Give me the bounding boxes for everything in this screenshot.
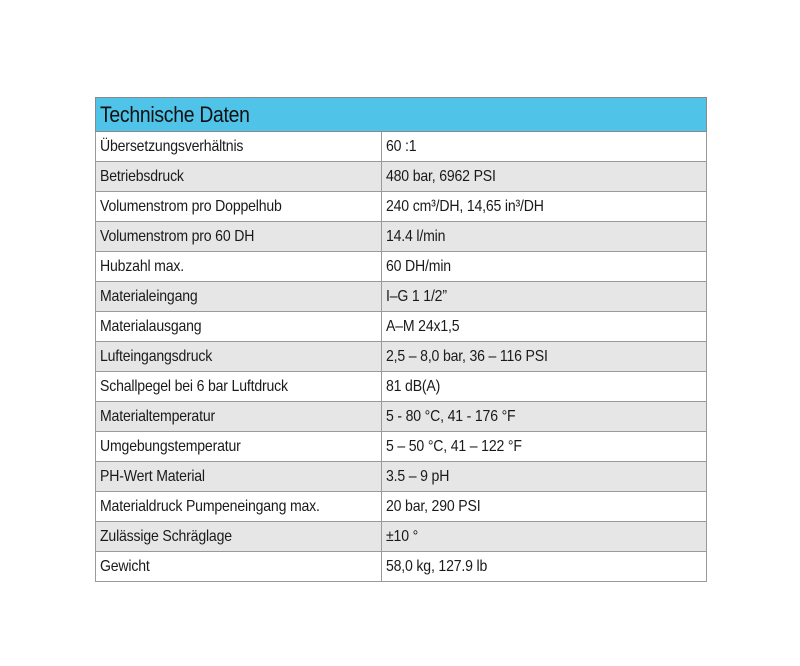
- spec-label: Umgebungstemperatur: [100, 437, 241, 455]
- spec-label: PH-Wert Material: [100, 467, 205, 485]
- spec-label: Hubzahl max.: [100, 257, 184, 275]
- table-row: [96, 552, 707, 582]
- spec-label-cell: [96, 132, 382, 162]
- spec-value-cell: [382, 312, 707, 342]
- table-row: [96, 372, 707, 402]
- table-title-text: Technische Daten: [100, 101, 250, 127]
- spec-value-cell: [382, 342, 707, 372]
- spec-label-cell: [96, 522, 382, 552]
- spec-label-cell: [96, 252, 382, 282]
- spec-value-cell: [382, 492, 707, 522]
- table-header-row: [96, 98, 707, 132]
- spec-label: Materialausgang: [100, 317, 202, 335]
- spec-value: 60 :1: [386, 137, 417, 155]
- table-row: [96, 312, 707, 342]
- spec-value: 5 - 80 °C, 41 - 176 °F: [386, 407, 516, 425]
- table-row: [96, 192, 707, 222]
- spec-label: Gewicht: [100, 557, 150, 575]
- spec-value-cell: [382, 552, 707, 582]
- table-row: [96, 132, 707, 162]
- spec-label-cell: [96, 552, 382, 582]
- spec-value-cell: [382, 162, 707, 192]
- spec-value-cell: [382, 432, 707, 462]
- spec-value: 60 DH/min: [386, 257, 451, 275]
- spec-label-cell: [96, 432, 382, 462]
- spec-label-cell: [96, 492, 382, 522]
- table-row: [96, 432, 707, 462]
- spec-label: Volumenstrom pro 60 DH: [100, 227, 255, 245]
- spec-value: A–M 24x1,5: [386, 317, 460, 335]
- spec-value: 58,0 kg, 127.9 lb: [386, 557, 488, 575]
- table-title: [96, 98, 707, 132]
- technical-data-table: [95, 97, 707, 582]
- spec-label-cell: [96, 462, 382, 492]
- spec-value-cell: [382, 132, 707, 162]
- table-row: [96, 162, 707, 192]
- spec-label: Volumenstrom pro Doppelhub: [100, 197, 282, 215]
- spec-label-cell: [96, 402, 382, 432]
- table-row: [96, 462, 707, 492]
- spec-value: I–G 1 1/2”: [386, 287, 447, 305]
- spec-value: 240 cm³/DH, 14,65 in³/DH: [386, 197, 544, 215]
- spec-label-cell: [96, 342, 382, 372]
- spec-value: 3.5 – 9 pH: [386, 467, 450, 485]
- spec-label-cell: [96, 282, 382, 312]
- spec-label-cell: [96, 372, 382, 402]
- spec-value-cell: [382, 222, 707, 252]
- spec-value: 81 dB(A): [386, 377, 441, 395]
- table-row: [96, 402, 707, 432]
- spec-label-cell: [96, 222, 382, 252]
- table-row: [96, 252, 707, 282]
- spec-label-cell: [96, 192, 382, 222]
- spec-label: Schallpegel bei 6 bar Luftdruck: [100, 377, 288, 395]
- spec-value: ±10 °: [386, 527, 419, 545]
- spec-value-cell: [382, 192, 707, 222]
- spec-value-cell: [382, 402, 707, 432]
- table-row: [96, 522, 707, 552]
- spec-label: Materialeingang: [100, 287, 198, 305]
- spec-value: 20 bar, 290 PSI: [386, 497, 481, 515]
- spec-label: Betriebsdruck: [100, 167, 184, 185]
- spec-label-cell: [96, 162, 382, 192]
- spec-value-cell: [382, 252, 707, 282]
- spec-label: Materialtemperatur: [100, 407, 216, 425]
- spec-value-cell: [382, 372, 707, 402]
- table-row: [96, 282, 707, 312]
- spec-label: Materialdruck Pumpeneingang max.: [100, 497, 320, 515]
- table-row: [96, 342, 707, 372]
- spec-label-cell: [96, 312, 382, 342]
- spec-label: Zulässige Schräglage: [100, 527, 232, 545]
- spec-value: 2,5 – 8,0 bar, 36 – 116 PSI: [386, 347, 548, 365]
- table-row: [96, 222, 707, 252]
- spec-value: 5 – 50 °C, 41 – 122 °F: [386, 437, 522, 455]
- spec-value: 14.4 l/min: [386, 227, 446, 245]
- table-body: [96, 132, 707, 582]
- table-row: [96, 492, 707, 522]
- spec-value-cell: [382, 462, 707, 492]
- spec-label: Lufteingangsdruck: [100, 347, 213, 365]
- spec-value-cell: [382, 282, 707, 312]
- spec-label: Übersetzungsverhältnis: [100, 137, 244, 155]
- spec-value-cell: [382, 522, 707, 552]
- spec-value: 480 bar, 6962 PSI: [386, 167, 496, 185]
